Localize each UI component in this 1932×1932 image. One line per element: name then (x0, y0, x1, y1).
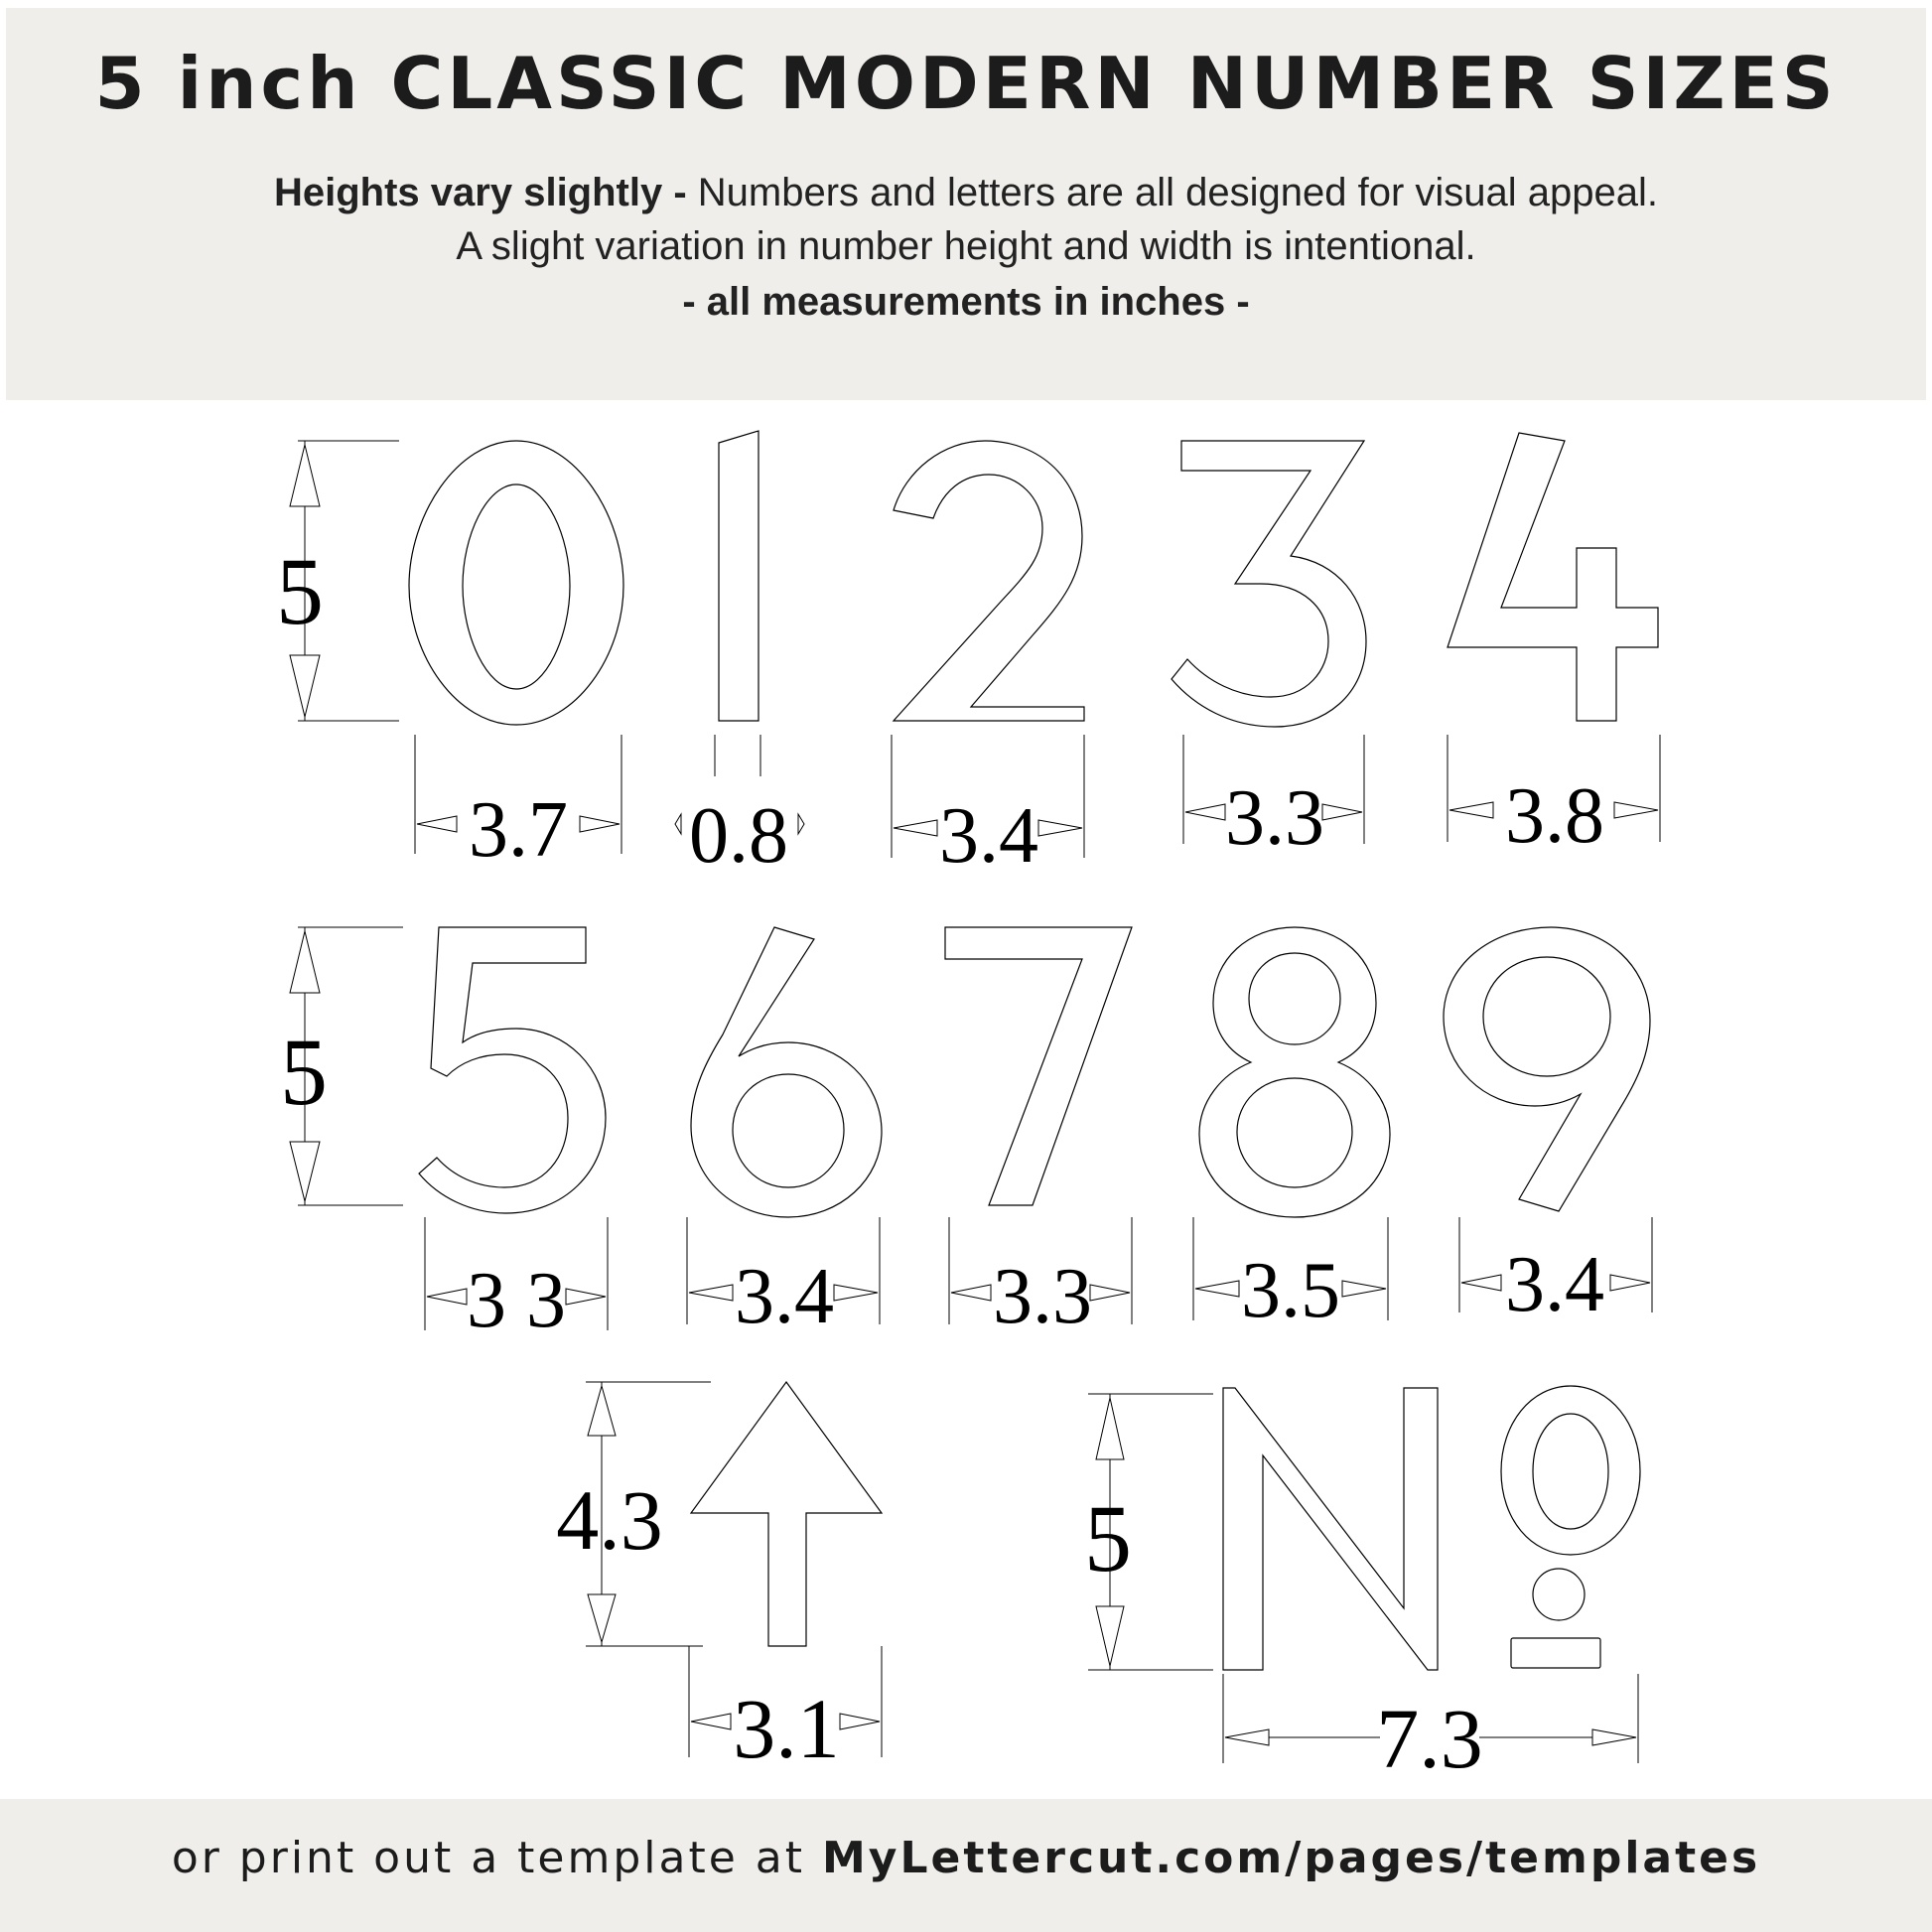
row-1-height-label: 5 (276, 538, 324, 644)
width-label-6: 3.4 (735, 1253, 834, 1340)
glyph-7 (945, 927, 1132, 1205)
down-arrow-icon (290, 1142, 320, 1201)
footer-text (0, 1833, 1932, 1883)
glyph-5 (419, 927, 606, 1213)
up-arrow-icon (290, 445, 320, 506)
numero-height-label: 5 (1084, 1485, 1132, 1591)
up-arrow-icon (588, 1386, 616, 1436)
note-line-2: A slight variation in number height and width is intentional. (456, 224, 1476, 268)
footer-url[interactable]: MyLettercut.com/pages/templates (821, 1833, 1761, 1883)
note-bold: Heights vary slightly - (274, 171, 687, 214)
glyph-0 (409, 441, 623, 725)
glyph-8 (1199, 927, 1390, 1217)
width-label-1: 0.8 (689, 792, 788, 880)
down-arrow-icon (290, 655, 320, 717)
width-label-8: 3.5 (1241, 1247, 1340, 1334)
width-label-5: 3 3 (467, 1257, 566, 1344)
up-arrow-icon (290, 931, 320, 993)
glyph-1 (719, 431, 759, 721)
numero-group (1084, 1386, 1640, 1786)
row-2-height-label: 5 (280, 1019, 328, 1125)
up-arrow-icon (1096, 1398, 1124, 1459)
page-title: 5 inch CLASSIC MODERN NUMBER SIZES (94, 42, 1838, 125)
glyph-4 (1448, 433, 1658, 721)
arrow-group (556, 1382, 882, 1776)
footer-prefix: or print out a template at (171, 1833, 822, 1883)
down-arrow-icon (1096, 1606, 1124, 1666)
arrow-width-label: 3.1 (733, 1681, 840, 1776)
width-label-0: 3.7 (469, 786, 568, 874)
row-1 (276, 431, 1660, 880)
glyph-3 (1172, 441, 1366, 727)
width-label-2: 3.4 (939, 792, 1038, 880)
down-arrow-icon (588, 1594, 616, 1642)
width-label-7: 3.3 (993, 1253, 1092, 1340)
glyph-6 (691, 927, 882, 1217)
width-label-3: 3.3 (1225, 774, 1324, 862)
width-label-9: 3.4 (1505, 1241, 1604, 1328)
width-label-4: 3.8 (1505, 772, 1604, 860)
note-rest: Numbers and letters are all designed for visual appeal. (686, 171, 1658, 214)
arrow-height-label: 4.3 (556, 1472, 663, 1568)
numero-glyph-icon (1223, 1386, 1640, 1670)
up-arrow-glyph-icon (691, 1382, 882, 1646)
glyph-9 (1444, 927, 1650, 1211)
glyph-2 (894, 441, 1084, 721)
numero-width-label: 7.3 (1376, 1691, 1483, 1786)
units-note: - all measurements in inches - (682, 280, 1250, 324)
row-2 (280, 927, 1652, 1344)
